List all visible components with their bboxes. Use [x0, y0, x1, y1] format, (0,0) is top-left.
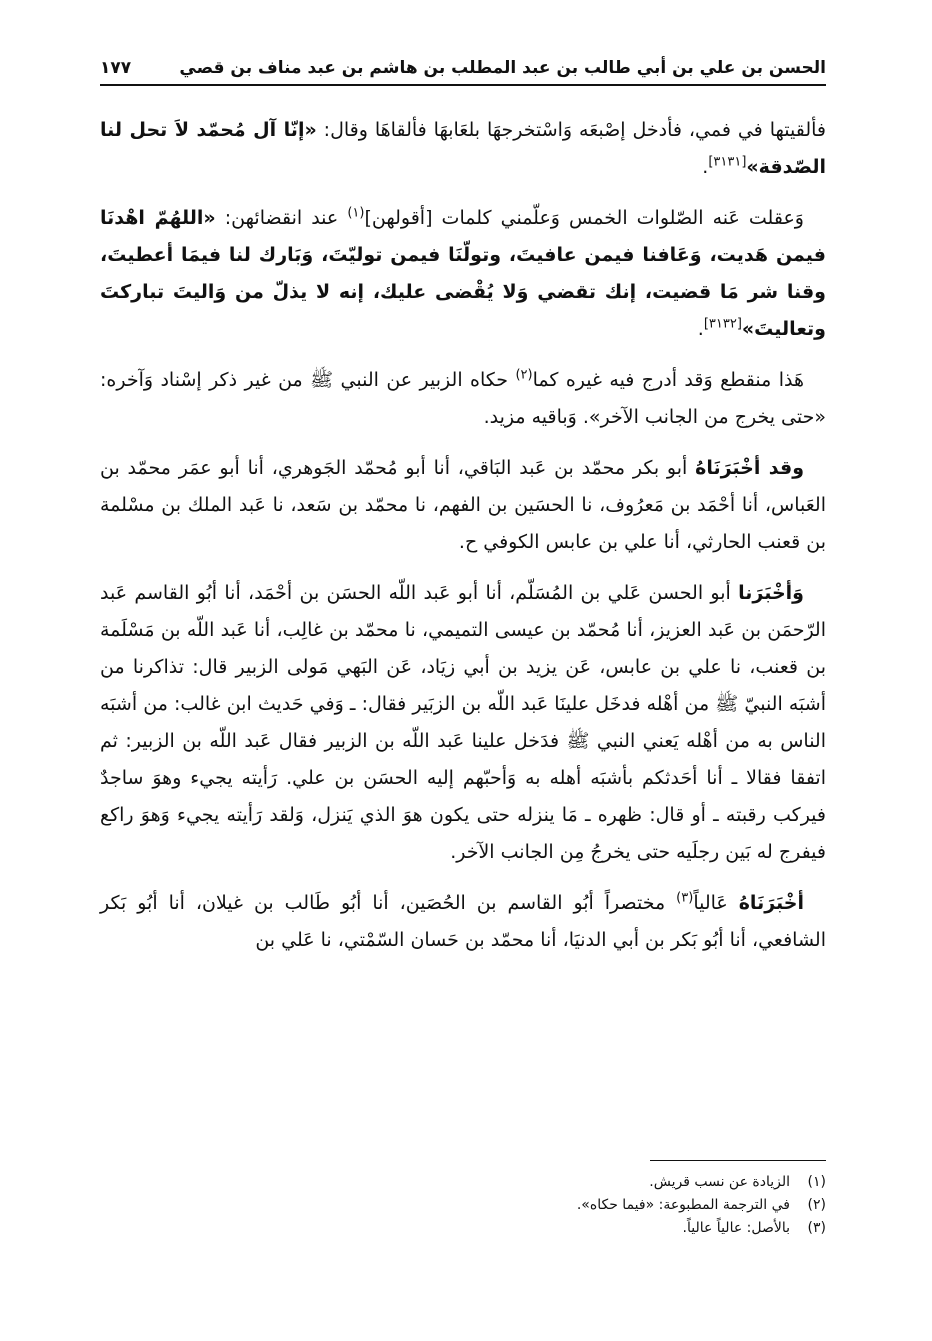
- chain-lead-word: وَأخْبَرَنا: [738, 582, 804, 604]
- footnote-item: [100, 1217, 826, 1240]
- footnote-number: (٢): [807, 1197, 826, 1213]
- body-text: [100, 112, 826, 959]
- paragraph-text: عَالياً: [693, 892, 739, 914]
- paragraph-text: هَذا منقطع وَقد أدرج فيه غيره كما: [532, 369, 804, 391]
- footnote-ref[interactable]: (١): [347, 205, 365, 221]
- footnote-item: [100, 1194, 826, 1217]
- footnotes-section: [100, 1160, 826, 1240]
- paragraph-4: [100, 450, 826, 561]
- paragraph-2: [100, 200, 826, 348]
- footnote-text: في الترجمة المطبوعة: «فيما حكاه».: [576, 1197, 790, 1213]
- paragraph-text: فألقيتها في فمي، فأدخل إصْبعَه وَاسْتخرجهَا بلعَابهَا فألقاهَا وقال:: [316, 119, 826, 141]
- hadith-quote: «اللهُمّ اهْدنَا فيمن هَديت، وَعَافنا فيمن عافيتَ، وتولّنَا فيمن توليّتَ، وَبَارك لنا فيمَا أعطيتَ، وقنا شر مَا قضيت، إنك تقضي وَلا يُقْضى عليك، إنه لا يذلّ من وَاليتَ تباركتَ وتعاليتَ»: [100, 207, 826, 340]
- footnote-ref[interactable]: (٢): [515, 367, 533, 383]
- hadith-ref: [٣١٣٢]: [703, 316, 742, 332]
- running-header: [100, 58, 826, 86]
- page-number: ١٧٧: [100, 58, 132, 78]
- header-title: الحسن بن علي بن أبي طالب بن عبد المطلب بن هاشم بن عبد مناف بن قصي: [179, 58, 826, 78]
- chain-lead-word: وقد أخْبَرَنَاهُ: [695, 457, 805, 479]
- paragraph-text: .: [697, 318, 704, 340]
- paragraph-text: حكاه الزبير عن النبي ﷺ من غير ذكر إسْناد وَآخره: «حتى يخرج من الجانب الآخر». وَباقيه مزيد.: [100, 369, 826, 428]
- hadith-quote: «إنّا آل مُحمّد لاَ تحل لنا الصّدقة»: [100, 119, 826, 178]
- paragraph-text: عند انقضائهن:: [215, 207, 348, 229]
- paragraph-5: [100, 575, 826, 871]
- document-page: [100, 58, 826, 973]
- paragraph-6: [100, 885, 826, 959]
- paragraph-text: .: [702, 156, 709, 178]
- footnote-divider: [650, 1160, 826, 1161]
- paragraph-text: أبو بكر محمّد بن عَبد البَاقي، أنا أبو مُحمّد الجَوهري، أنا أبو عمَر محمّد بن العَباس، أنا أحْمَد بن مَعرُوف، نا الحسَين بن الفهم، نا محمّد بن سَعد، نا عَبد الملك بن مسْلمة بن قعنب الحارثي، أنا علي بن عابس الكوفي ح.: [100, 457, 826, 553]
- footnote-ref[interactable]: (٣): [676, 890, 694, 906]
- paragraph-3: [100, 362, 826, 436]
- footnote-number: (١): [807, 1174, 826, 1190]
- footnote-number: (٣): [807, 1220, 826, 1236]
- hadith-ref: [٣١٣١]: [708, 154, 747, 170]
- footnote-text: الزيادة عن نسب قريش.: [649, 1174, 790, 1190]
- paragraph-1: [100, 112, 826, 186]
- paragraph-text: أبو الحسن عَلي بن المُسَلّم، أنا أبو عَبد اللّه الحسَن بن أحْمَد، أنا أبُو القاسم عَبد الرّحمَن بن عَبد العزيز، أنا مُحمّد بن عيسى التميمي، نا محمّد بن غالِب، أنا عَبد اللّه بن مَسْلَمة بن قعنب، نا علي بن عابس، عَن يزيد بن أبي زيَاد، عَن البَهي مَولى الزبير قال: تذاكرنا من أشبَه النبيّ ﷺ من أهْله فدخَل علينَا عَبد اللّه بن الزبَير فقال: ـ وَفي حَديث ابن غالب: من أشبَه الناس به من أهْله يَعني النبي ﷺ فدَخل علينا عَبد اللّه بن الزبير فقال عَبد اللّه بن الزبير: ثم اتفقا فقالا ـ أنا أحَدثكم بأشبَه أهله به وَأحبّهم إليه الحسَن بن علي. رَأيته يجيء وهوَ ساجدٌ فيركب رقبته ـ أو قال: ظهره ـ مَا ينزله حتى يكون هوَ الذي يَنزل، وَلقد رَأيته يجيء وَهوَ راكع فيفرج له بَين رجلَيه حتى يخرجُ مِن الجانب الآخر.: [100, 582, 826, 863]
- paragraph-text: مختصراً أبُو القاسم بن الحُصَين، أنا أبُو طَالب بن غيلان، أنا أبُو بَكر الشافعي، أنا أبُو بَكر بن أبي الدنيَا، أنا محمّد بن حَسان السّمْتي، نا عَلي بن: [100, 892, 826, 951]
- footnote-item: [100, 1171, 826, 1194]
- paragraph-text: وَعقلت عَنه الصّلوات الخمس وَعلّمني كلمات [أقولهن]: [364, 207, 804, 229]
- footnote-text: بالأصل: عالياً عالياً.: [682, 1220, 790, 1236]
- chain-lead-word: أخْبَرَنَاهُ: [738, 892, 804, 914]
